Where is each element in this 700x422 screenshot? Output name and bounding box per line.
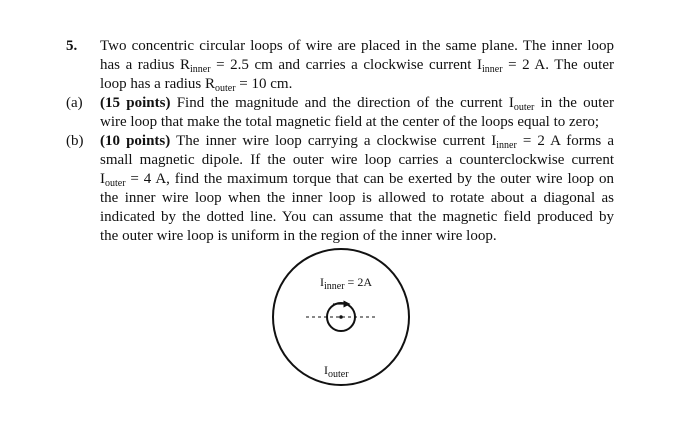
outer-current-label: $I_{outer}$ (324, 363, 349, 380)
part-b-line-6: the outer wire loop is uniform in the region of the inner wire loop. (100, 228, 497, 244)
inner-current-label: $I_{inner} = 2A$ (320, 275, 372, 292)
part-b-text (100, 132, 614, 246)
intro-line-3: loop has a radius $R_{outer} = 10$ cm. (100, 76, 293, 94)
part-b-label: (b) (66, 133, 84, 149)
part-a-line-2: wire loop that make the total magnetic field at the center of the loops equal to zero; (100, 114, 599, 130)
intro-line-1: Two concentric circular loops of wire are placed in the same plane. The inner loop (100, 38, 614, 54)
part-b-line-3: $I_{outer} = 4$ A, find the maximum torque that can be exerted by the outer wire loop on (100, 171, 614, 189)
part-b-line-4: the inner wire loop when the inner loop is allowed to rotate about a diagonal as (100, 190, 614, 206)
part-a-text (100, 94, 614, 132)
part-a-label: (a) (66, 95, 83, 111)
problem-number: 5. (66, 38, 78, 54)
intro-line-2: has a radius $R_{inner} = 2.5$ cm and carries a clockwise current $I_{inner} = 2$ A. The outer (100, 57, 614, 75)
problem-intro (100, 37, 614, 94)
part-a-line-1: (15 points) Find the magnitude and the direction of the current $I_{outer}$ in the outer (100, 95, 614, 113)
part-b-line-5: indicated by the dotted line. You can assume that the magnetic field produced by (100, 209, 614, 225)
part-b-line-2: small magnetic dipole. If the outer wire loop carries a counterclockwise current (100, 152, 614, 168)
part-b-line-1: (10 points) The inner wire loop carrying a clockwise current $I_{inner} = 2$ A forms a (100, 133, 614, 151)
center-dot (339, 315, 343, 319)
concentric-loops-figure (272, 247, 422, 402)
